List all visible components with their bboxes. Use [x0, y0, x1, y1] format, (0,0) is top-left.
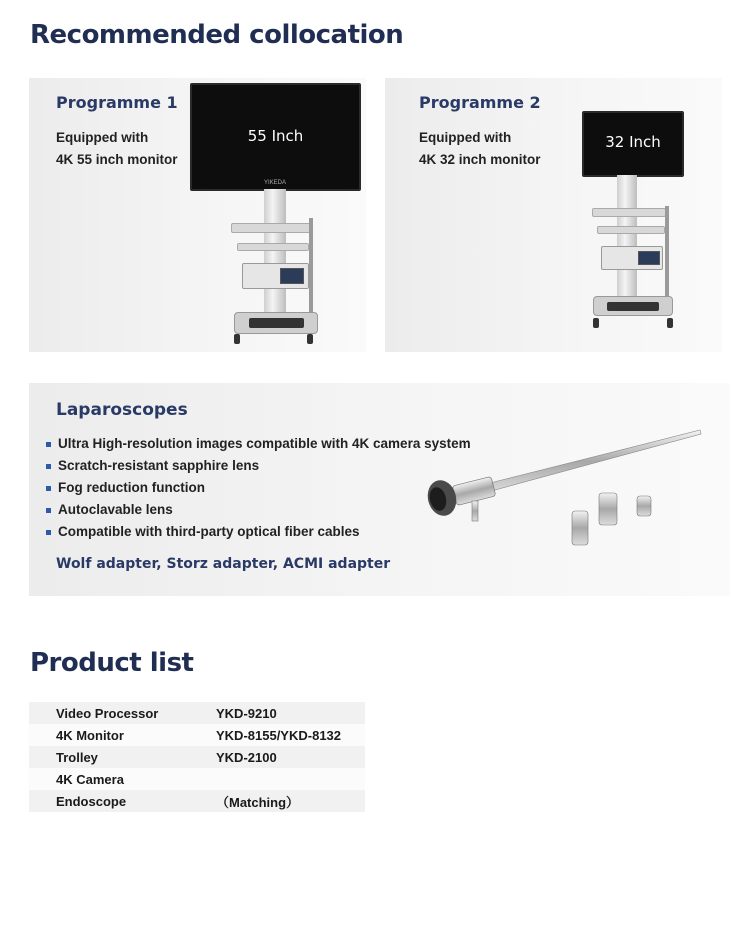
product-model: YKD-8155/YKD-8132 — [216, 727, 342, 743]
table-row — [29, 768, 365, 790]
programme-1-desc-line2: 4K 55 inch monitor — [56, 152, 178, 167]
feature-item: Fog reduction function — [46, 477, 471, 499]
monitor-55 — [190, 83, 361, 191]
laparoscope-image — [404, 423, 704, 553]
table-row — [29, 790, 365, 812]
programme-1-title: Programme 1 — [56, 93, 178, 112]
feature-item: Compatible with third-party optical fiber cables — [46, 521, 471, 543]
adapter-list: Wolf adapter, Storz adapter, ACMI adapter — [56, 556, 391, 572]
collocation-title: Recommended collocation — [30, 20, 404, 50]
feature-item: Scratch-resistant sapphire lens — [46, 455, 471, 477]
programme-2-card — [385, 78, 722, 352]
product-name: 4K Monitor — [56, 727, 124, 743]
product-table — [29, 702, 365, 812]
bullet-icon — [46, 530, 51, 535]
feature-item: Autoclavable lens — [46, 499, 471, 521]
table-row — [29, 724, 365, 746]
product-name: Trolley — [56, 749, 98, 765]
product-name: Endoscope — [56, 793, 127, 809]
programme-2-desc-line2: 4K 32 inch monitor — [419, 152, 541, 167]
monitor-brand-logo: YIKEDA — [264, 180, 287, 186]
product-model: （Matching） — [216, 794, 300, 810]
laparoscopes-card — [29, 383, 730, 596]
product-model: YKD-2100 — [216, 749, 277, 765]
bullet-icon — [46, 486, 51, 491]
monitor-32 — [582, 111, 684, 177]
bullet-icon — [46, 508, 51, 513]
table-row — [29, 702, 365, 724]
laparoscopes-title: Laparoscopes — [56, 400, 188, 420]
monitor-32-label: 32 Inch — [605, 133, 661, 151]
table-row — [29, 746, 365, 768]
bullet-icon — [46, 464, 51, 469]
product-model: YKD-9210 — [216, 705, 277, 721]
programme-1-card — [29, 78, 366, 352]
product-model — [216, 768, 365, 790]
product-name: Video Processor — [56, 705, 159, 721]
product-list-title: Product list — [30, 648, 194, 678]
product-name: 4K Camera — [56, 771, 124, 787]
programme-1-desc-line1: Equipped with — [56, 130, 149, 145]
programme-2-desc-line1: Equipped with — [419, 130, 512, 145]
monitor-55-label: 55 Inch — [247, 127, 304, 145]
feature-item: Ultra High-resolution images compatible with 4K camera system — [46, 433, 471, 455]
programme-2-title: Programme 2 — [419, 93, 541, 112]
bullet-icon — [46, 442, 51, 447]
